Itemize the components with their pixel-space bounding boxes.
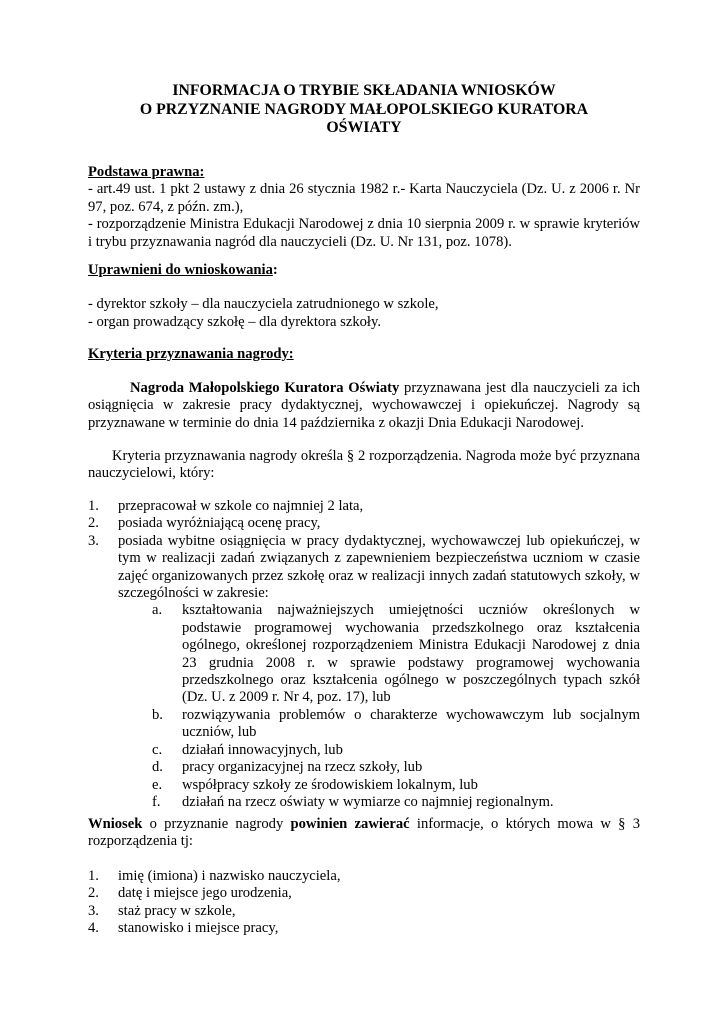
authorized-item-1: - dyrektor szkoły – dla nauczyciela zatrudnionego w szkole, [88,296,439,313]
list-number: 3. [88,532,99,549]
sub-list-letter: e. [152,776,163,793]
application-text-2: informacje, o których mowa w § 3 rozporządzenia tj: [88,816,640,850]
criteria-paragraph-2: Kryteria przyznawania nagrody określa § 2 rozporządzenia. Nagroda może być przyznana nauczycielowi, który: [88,448,640,482]
authorized-heading: Uprawnieni do wnioskowania [88,262,273,278]
sub-list-letter: b. [152,706,163,723]
list-text: staż pracy w szkole, [118,902,236,919]
list-item [88,920,640,937]
sub-list-item [88,602,640,706]
award-name: Nagroda Małopolskiego Kuratora Oświaty [130,380,400,396]
list-item [88,533,640,603]
criteria-heading-block [88,346,640,363]
list-item [88,515,640,532]
list-item [88,868,640,885]
sub-list-text: kształtowania najważniejszych umiejętności uczniów określonych w podstawie programowej wychowania przedszkolnego oraz kształcenia ogólnego, określonej rozporządzeniem Ministra Edukacji Narodowej z dnia 23 grudnia 2008 r. w sprawie podstawy programowej wychowania przedszkolnego oraz kształcenia ogólnego w poszczególnych typach szkół (Dz. U. z 2009 r. Nr 4, poz. 17), lub [182,602,640,706]
application-bold-1: Wniosek [88,816,143,832]
sub-list-letter: c. [152,741,163,758]
sub-list-text: działań na rzecz oświaty w wymiarze co najmniej regionalnym. [182,793,554,810]
title-line-1: INFORMACJA O TRYBIE SKŁADANIA WNIOSKÓW [172,82,556,99]
criteria-paragraph-1-text: przyznawana jest dla nauczycieli za ich osiągnięcia w zakresie pracy dydaktycznej, wychowawczej i opiekuńczej. Nagrody są przyznawane w terminie do dnia 14 października z okazji Dnia Edukacji Narodowej. [88,380,640,431]
legal-basis-heading: Podstawa prawna: [88,164,205,180]
application-bold-2: powinien zawierać [290,816,410,832]
criteria-list [88,498,640,811]
list-text: posiada wyróżniającą ocenę pracy, [118,515,321,532]
application-text-1: o przyznanie nagrody [142,816,291,832]
sub-list-letter: d. [152,759,163,776]
authorized-section [88,262,640,331]
sub-list-item [88,759,640,776]
list-item [88,885,640,902]
sub-list-text: rozwiązywania problemów o charakterze wychowawczym lub socjalnym uczniów, lub [182,706,640,741]
list-number: 4. [88,920,99,937]
sub-list-text: współpracy szkoły ze środowiskiem lokalnym, lub [182,776,478,793]
list-number: 2. [88,885,99,902]
list-number: 3. [88,902,99,919]
document-title [88,82,640,138]
list-item [88,903,640,920]
list-number: 1. [88,498,99,514]
sub-list-item [88,707,640,742]
list-item [88,498,640,515]
application-paragraph [88,816,640,851]
sub-list-item [88,777,640,794]
list-text: datę i miejsce jego urodzenia, [118,885,292,902]
list-text: przepracował w szkole co najmniej 2 lata, [118,498,364,514]
list-number: 1. [88,868,99,884]
criteria-paragraph-1 [88,380,640,432]
authorized-item-2: - organ prowadzący szkołę – dla dyrektora szkoły. [88,313,381,330]
sub-list-letter: a. [152,602,163,619]
application-list [88,868,640,938]
sub-list-text: działań innowacyjnych, lub [182,741,343,758]
list-text: imię (imiona) i nazwisko nauczyciela, [118,868,341,884]
sub-list-item [88,742,640,759]
list-text: stanowisko i miejsce pracy, [118,920,279,937]
criteria-heading: Kryteria przyznawania nagrody: [88,346,294,362]
title-line-2: O PRZYZNANIE NAGRODY MAŁOPOLSKIEGO KURATORA [139,100,589,118]
sub-list-text: pracy organizacyjnej na rzecz szkoły, lub [182,759,423,776]
legal-basis-item-1: - art.49 ust. 1 pkt 2 ustawy z dnia 26 stycznia 1982 r.- Karta Nauczyciela (Dz. U. z 2006 r. Nr 97, poz. 674, z późn. zm.), [88,181,640,215]
sub-list-letter: f. [152,793,161,810]
authorized-heading-line [88,262,640,279]
sub-list-item [88,794,640,811]
legal-basis-section [88,164,640,251]
title-line-3: OŚWIATY [326,119,402,136]
authorized-heading-colon: : [272,262,278,278]
list-number: 2. [88,515,99,532]
list-text: posiada wybitne osiągnięcia w pracy dydaktycznej, wychowawczej lub opiekuńczej, w tym w realizacji zadań związanych z zapewnieniem bezpieczeństwa uczniom w czasie zajęć organizowanych przez szkołę oraz w realizacji innych zadań statutowych szkoły, w szczególności w zakresie: [118,532,640,602]
legal-basis-item-2: - rozporządzenie Ministra Edukacji Narodowej z dnia 10 sierpnia 2009 r. w sprawie kryteriów i trybu przyznawania nagród dla nauczycieli (Dz. U. Nr 131, poz. 1078). [88,216,640,250]
